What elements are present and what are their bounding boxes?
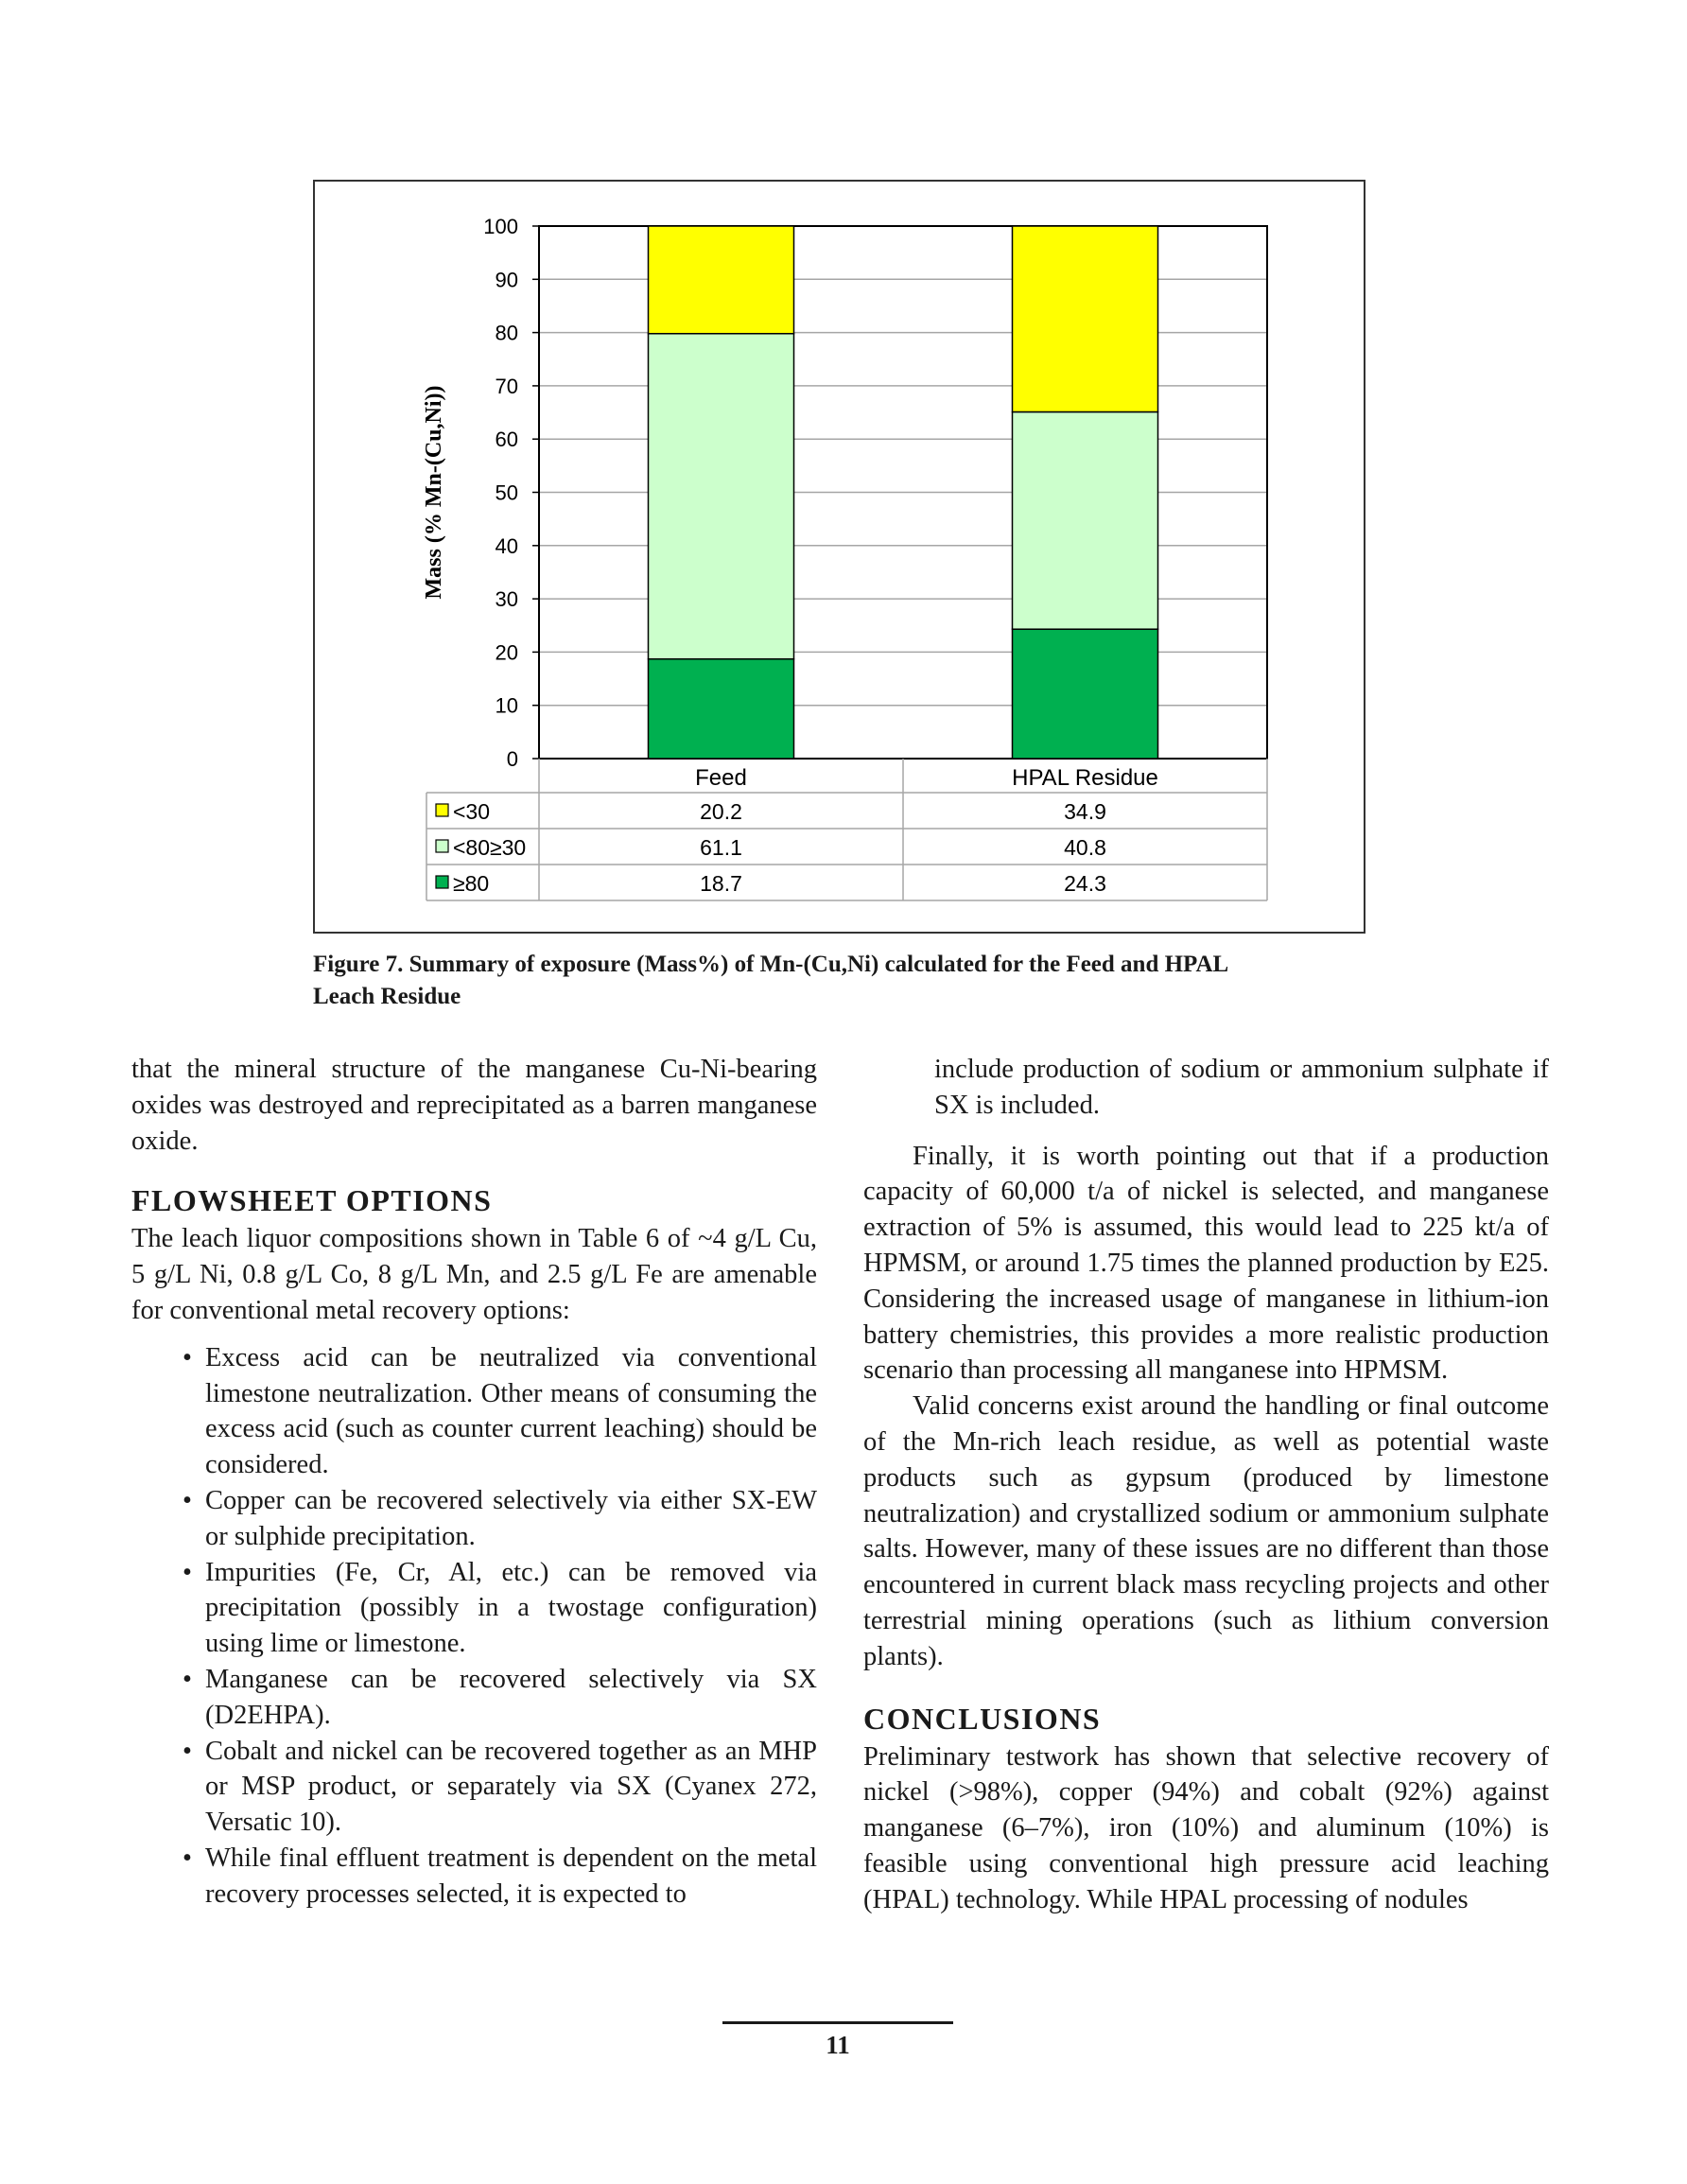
table-value: 24.3: [1064, 871, 1106, 896]
table-value: 34.9: [1064, 799, 1106, 824]
paragraph: The leach liquor compositions shown in Table 6 of ~4 g/L Cu, 5 g/L Ni, 0.8 g/L Co, 8 g/L Mn, and 2.5 g/L Fe are amenable for conventional metal recovery options:: [131, 1224, 817, 1325]
paragraph: Valid concerns exist around the handling or final outcome of the Mn-rich leach residue, as well as potential waste products such as gypsum (produced by limestone neutralization) and crystallized sodium or ammonium sulphate salts. However, many of these issues are no different than those encountered in current black mass recycling projects and other terrestrial mining operations (such as lithium conversion plants).: [863, 1391, 1549, 1671]
bar-segment: [1013, 226, 1158, 411]
stacked-bar-chart: [315, 182, 1364, 932]
paragraph: Finally, it is worth pointing out that if a production capacity of 60,000 t/a of nickel is selected, and manganese extraction of 5% is assumed, this would lead to 225 kt/a of HPMSM, or around 1.75 times the planned production by E25. Considering the increased usage of manganese in lithium-ion battery chemistries, this provides a more realistic production scenario than processing all manganese into HPMSM.: [863, 1141, 1549, 1386]
y-tick-label: 0: [506, 747, 518, 771]
legend-swatch: [436, 840, 448, 852]
y-tick-label: 50: [495, 480, 518, 505]
table-value: 20.2: [700, 799, 742, 824]
y-tick-label: 30: [495, 587, 518, 612]
table-value: 61.1: [700, 835, 742, 860]
y-tick-label: 90: [495, 268, 518, 292]
legend-label: ≥80: [453, 871, 490, 896]
caption-line-1: Figure 7. Summary of exposure (Mass%) of Mn-(Cu,Ni) calculated for the Feed and HPAL: [313, 952, 1229, 977]
table-value: 18.7: [700, 871, 742, 896]
category-label: HPAL Residue: [1012, 765, 1158, 791]
bullet-item: • Impurities (Fe, Cr, Al, etc.) can be removed via precipitation (possibly in a twostage configuration) using lime or limestone.: [131, 1555, 817, 1662]
caption-line-2: Leach Residue: [313, 984, 461, 1009]
page-number: 11: [826, 2031, 850, 2059]
figure-7-frame: [313, 180, 1365, 934]
paragraph: Preliminary testwork has shown that selective recovery of nickel (>98%), copper (94%) and cobalt (92%) against manganese (6–7%), iron (10%) and aluminum (10%) is feasible using conventional high pressure acid leaching (HPAL) technology. While HPAL processing of nodules: [863, 1741, 1549, 1914]
paragraph: that the mineral structure of the manganese Cu-Ni-bearing oxides was destroyed and reprecipitated as a barren manganese oxide.: [131, 1055, 817, 1156]
bullet-item: • Cobalt and nickel can be recovered together as an MHP or MSP product, or separately via SX (Cyanex 272, Versatic 10).: [131, 1734, 817, 1841]
y-tick-label: 60: [495, 428, 518, 452]
y-tick-label: 70: [495, 374, 518, 398]
legend-label: <80≥30: [453, 835, 527, 860]
bullet-item: • Copper can be recovered selectively via either SX-EW or sulphide precipitation.: [131, 1483, 817, 1555]
bar-segment: [649, 334, 794, 659]
y-tick-label: 20: [495, 640, 518, 665]
bar-segment: [1013, 411, 1158, 629]
figure-caption: [313, 949, 1365, 1013]
y-tick-label: 40: [495, 533, 518, 558]
bar-segment: [649, 226, 794, 334]
bar-segment: [1013, 629, 1158, 759]
bullet-item: • Manganese can be recovered selectively via SX (D2EHPA).: [131, 1662, 817, 1734]
bar-segment: [649, 659, 794, 759]
section-heading-flowsheet: FLOWSHEET OPTIONS: [131, 1183, 493, 1218]
y-tick-label: 80: [495, 321, 518, 345]
section-heading-conclusions: CONCLUSIONS: [863, 1701, 1102, 1736]
right-column: [863, 1052, 1549, 1918]
footer-rule: [722, 2021, 953, 2024]
legend-swatch: [436, 876, 448, 888]
bullet-item: • Excess acid can be neutralized via conventional limestone neutralization. Other means of consuming the excess acid (such as counter current leaching) should be considered.: [131, 1340, 817, 1483]
bullet-item: • While final effluent treatment is dependent on the metal recovery processes selected, it is expected to: [131, 1841, 817, 1913]
bullet-list: [131, 1340, 817, 1913]
legend-swatch: [436, 804, 448, 816]
y-axis-label: Mass (% Mn-(Cu,Ni)): [422, 385, 446, 600]
left-column: [131, 1052, 817, 1913]
table-value: 40.8: [1064, 835, 1106, 860]
y-tick-label: 10: [495, 693, 518, 718]
category-label: Feed: [695, 765, 747, 791]
y-tick-label: 100: [483, 215, 518, 238]
paragraph-continued: include production of sodium or ammonium sulphate if SX is included.: [934, 1055, 1549, 1120]
legend-label: <30: [453, 799, 491, 824]
